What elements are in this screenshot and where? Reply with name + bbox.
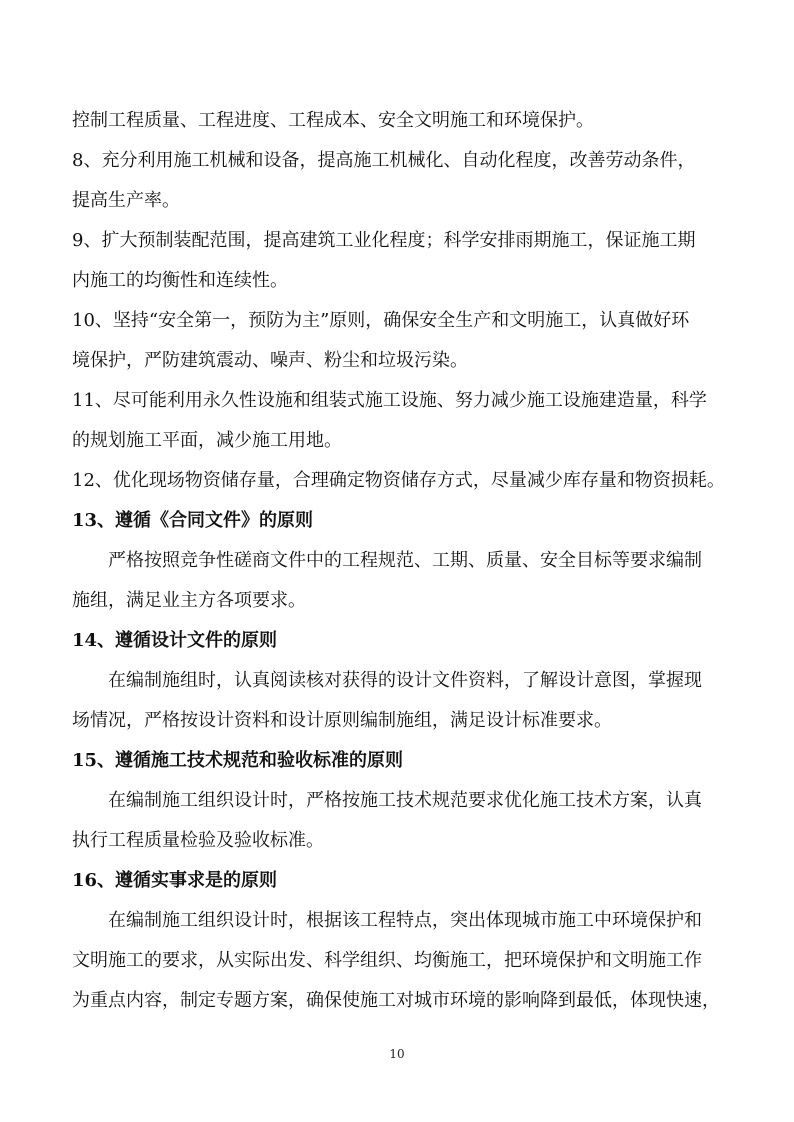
paragraph-line: 文明施工的要求，从实际出发、科学组织、均衡施工，把环境保护和文明施工作	[72, 950, 702, 971]
list-item-9: 9、扩大预制装配范围，提高建筑工业化程度；科学安排雨期施工，保证施工期	[72, 230, 696, 251]
list-item-11: 11、尽可能利用永久性设施和组装式施工设施、努力减少施工设施建造量，科学	[72, 390, 707, 411]
paragraph-line: 在编制施工组织设计时，严格按施工技术规范要求优化施工技术方案，认真	[108, 790, 702, 811]
paragraph-line: 场情况，严格按设计资料和设计原则编制施组，满足设计标准要求。	[72, 710, 612, 731]
page-number: 10	[389, 1047, 405, 1061]
list-item-11-continuation: 的规划施工平面，减少施工用地。	[72, 430, 342, 451]
paragraph-line: 严格按照竞争性磋商文件中的工程规范、工期、质量、安全目标等要求编制	[108, 550, 702, 571]
paragraph-line: 为重点内容，制定专题方案，确保使施工对城市环境的影响降到最低，体现快速，	[72, 990, 720, 1011]
list-item-8-continuation: 提高生产率。	[72, 190, 180, 211]
section-heading-13: 13、遵循《合同文件》的原则	[72, 510, 314, 531]
list-item-12: 12、优化现场物资储存量，合理确定物资储存方式，尽量减少库存量和物资损耗。	[72, 470, 725, 491]
section-heading-16: 16、遵循实事求是的原则	[72, 870, 278, 891]
list-item-9-continuation: 内施工的均衡性和连续性。	[72, 270, 288, 291]
paragraph-line: 在编制施工组织设计时，根据该工程特点，突出体现城市施工中环境保护和	[108, 910, 702, 931]
paragraph-line: 在编制施组时，认真阅读核对获得的设计文件资料，了解设计意图，掌握现	[108, 670, 702, 691]
section-heading-15: 15、遵循施工技术规范和验收标准的原则	[72, 750, 404, 771]
section-heading-14: 14、遵循设计文件的原则	[72, 630, 278, 651]
list-item-10-continuation: 境保护，严防建筑震动、噪声、粉尘和垃圾污染。	[72, 350, 468, 371]
paragraph-line: 施组，满足业主方各项要求。	[72, 590, 306, 611]
list-item-8: 8、充分利用施工机械和设备，提高施工机械化、自动化程度，改善劳动条件，	[72, 150, 696, 171]
paragraph-line: 执行工程质量检验及验收标准。	[72, 830, 324, 851]
list-item-10: 10、坚持“安全第一，预防为主”原则，确保安全生产和文明施工，认真做好环	[72, 310, 690, 331]
body-line: 控制工程质量、工程进度、工程成本、安全文明施工和环境保护。	[72, 110, 594, 131]
